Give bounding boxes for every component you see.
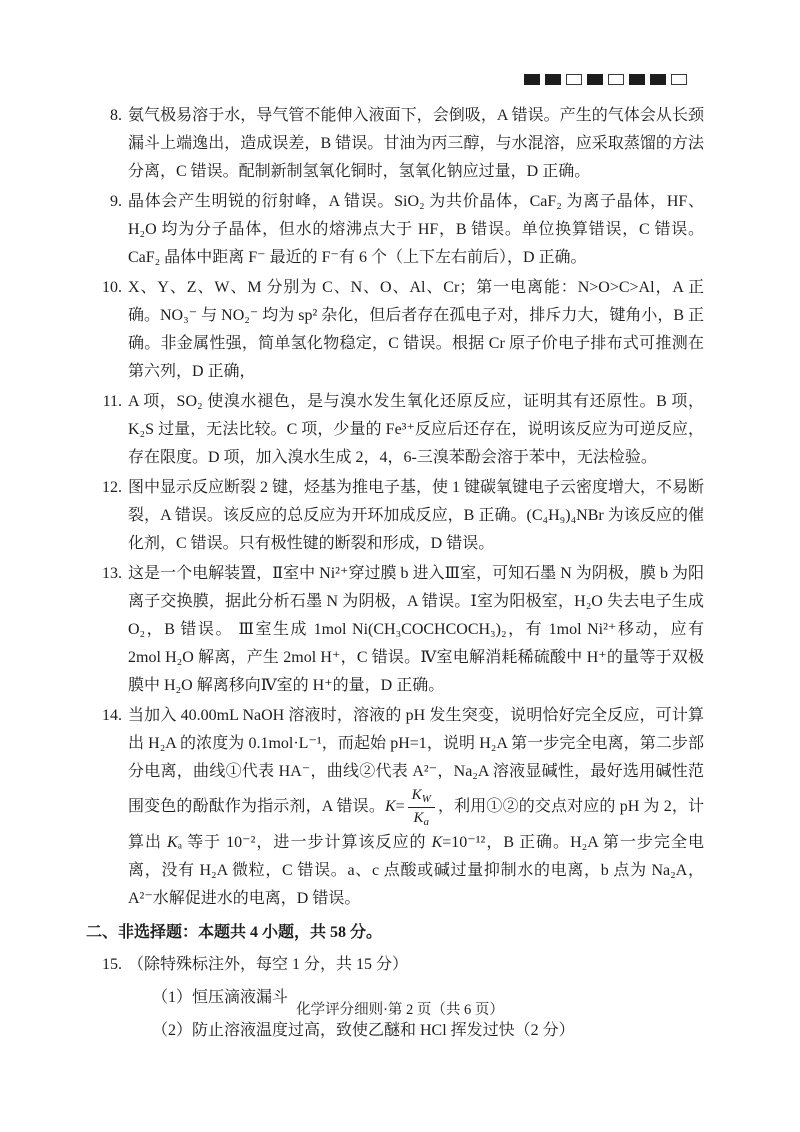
section-heading: 二、非选择题：本题共 4 小题，共 58 分。 [86,924,383,942]
answer-item-9 [80,188,704,272]
answer-sub-line: （2）防止溶液温度过高，致使乙醚和 HCl 挥发过快（2 分） [152,1022,575,1040]
fraction-denominator-main: K [413,810,424,827]
answer-number: 11. [102,393,122,410]
answer-number: 12. [102,479,122,496]
answer-text-run: （除特殊标注外，每空 1 分，共 15 分） [128,956,409,974]
corner-mark-square-empty [608,74,624,85]
page-footer-text: 化学评分细则·第 2 页（共 6 页） [296,1002,504,1018]
answer-number: 14. [102,707,122,724]
answer-text-run: ₐ 等于 10⁻²，进一步计算该反应的 [177,834,432,852]
fraction-denominator-sub: a [423,816,430,829]
answer-text [128,707,704,907]
answer-text [128,956,408,973]
answer-text-run: 氨气极易溶于水，导气管不能伸入液面下，会倒吸，A 错误。产生的气体会从长颈漏斗上端逸出，造成误差，B 错误。甘油为丙三醇，与水混溶，应采取蒸馏的方法分离，C 错误。配制新制氢氧化铜时，氢氧化钠应过量，D 正确。 [128,107,704,180]
answers-list [80,102,704,1047]
answer-item-13 [80,560,704,700]
corner-alignment-marks [524,74,687,85]
answer-number: 9. [110,193,122,210]
corner-mark-square-filled [629,74,645,85]
answer-text [128,479,704,552]
answer-number: 13. [102,565,122,582]
answer-text [128,393,704,466]
page-footer [0,998,800,1019]
answer-item-11 [80,388,704,472]
corner-mark-square-filled [650,74,666,85]
answer-text-run: X、Y、Z、W、M 分别为 C、N、O、Al、Cr；第一电离能：N>O>C>Al，A 正确。NO₃⁻ 与 NO₂⁻ 均为 sp² 杂化，但后者存在孤电子对，排斥力大，键角小，B 正确。非金属性强，简单氢化物稳定，C 错误。根据 Cr 原子价电子排布式可推测在第六列，D 正确， [128,279,704,380]
answer-text-run: 晶体会产生明锐的衍射峰，A 错误。SiO₂ 为共价晶体，CaF₂ 为离子晶体，HF、H₂O 均为分子晶体，但水的熔沸点大于 HF，B 错误。单位换算错误，C 错误。CaF₂ 晶体中距离 F⁻ 最近的 F⁻有 6 个（上下左右前后），D 正确。 [128,193,704,266]
corner-mark-square-empty [671,74,687,85]
answer-number: 15. [102,956,122,974]
answer-item-12 [80,474,704,558]
corner-mark-square-empty [566,74,582,85]
math-variable: K [384,798,396,816]
math-variable: K [167,834,178,852]
answer-number: 8. [110,107,122,124]
answer-text-run: 这是一个电解装置，Ⅱ室中 Ni²⁺穿过膜 b 进入Ⅲ室，可知石墨 N 为阴极，膜 b 为阳离子交换膜，据此分析石墨 N 为阴极，A 错误。Ⅰ室为阳极室，H₂O 失去电子生成 O₂，B 错误。 Ⅲ室生成 1mol Ni(CH₃COCHCOCH₃)₂，有 1mol Ni²⁺移动，应有 2mol H₂O 解离，产生 2mol H⁺，C 错误。Ⅳ室电解消耗稀硫酸中 H⁺的量等于双极膜中 H₂O 解离移向Ⅳ室的 H⁺的量，D 正确。 [128,565,704,694]
answer-text-run: ，利用①②的交点对应的 pH 为 2，计算出 [128,798,704,852]
answer-item-10 [80,274,704,386]
answer-text-run: =10⁻¹²，B 正确。H₂A 第一步完全电离，没有 H₂A 微粒，C 错误。a、c 点酸或碱过量抑制水的电离，b 点为 Na₂A，A²⁻水解促进水的电离，D 错误。 [128,834,704,908]
math-variable: K [431,834,443,852]
corner-mark-square-filled [524,74,540,85]
answer-item-14 [80,702,704,913]
answer-text [128,107,704,180]
answer-text-run: = [395,798,405,816]
answer-text [128,565,704,694]
answer-item-8 [80,102,704,186]
answer-text [128,193,704,266]
answer-sub-line: （1）恒压滴液漏斗 [152,989,289,1007]
corner-mark-square-filled [587,74,603,85]
corner-mark-square-filled [545,74,561,85]
fraction-numerator-sub: W [421,793,431,805]
answer-text-run: 当加入 40.00mL NaOH 溶液时，溶液的 pH 发生突变，说明恰好完全反应，可计算出 H₂A 的浓度为 0.1mol·L⁻¹，而起始 pH=1，说明 H₂A 第一步完全电离，第二步部分电离，曲线①代表 HA⁻，曲线②代表 A²⁻，Na₂A 溶液显碱性，最好选用碱性范围变色的酚酞作为指示剂，A 错误。 [128,707,704,816]
fraction-numerator-main: K [411,787,422,803]
kw-ka-fraction [408,786,435,829]
answer-number: 10. [102,279,122,296]
answer-text-run: A 项，SO₂ 使溴水褪色，是与溴水发生氧化还原反应，证明其有还原性。B 项，K₂S 过量，无法比较。C 项，少量的 Fe³⁺反应后还存在，说明该反应为可逆反应，存在限度。D 项，加入溴水生成 2，4，6-三溴苯酚会溶于苯中，无法检验。 [128,393,704,466]
answer-text-run: 图中显示反应断裂 2 键，烃基为推电子基，使 1 键碳氧键电子云密度增大，不易断裂，A 错误。该反应的总反应为开环加成反应，B 正确。(C₄H₉)₄NBr 为该反应的催化剂，C 错误。只有极性键的断裂和形成，D 错误。 [128,479,705,552]
answer-text [128,279,704,380]
